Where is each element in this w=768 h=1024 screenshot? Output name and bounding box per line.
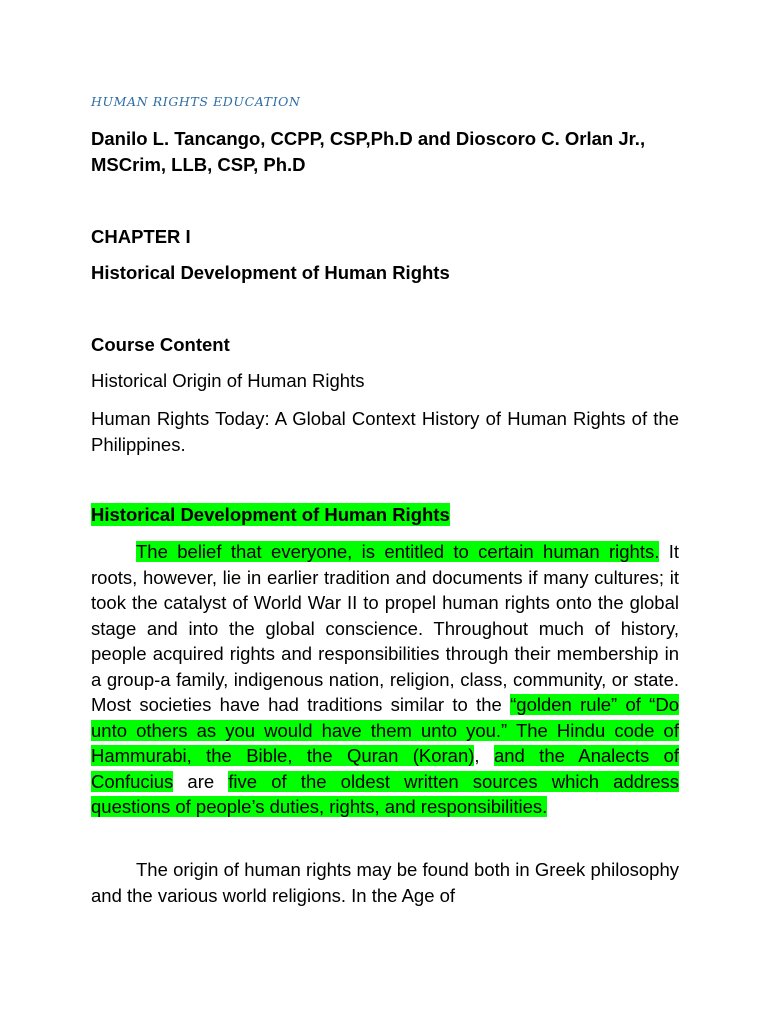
body-text: are <box>173 770 229 792</box>
running-header: HUMAN RIGHTS EDUCATION <box>91 94 301 109</box>
highlighted-text: The belief that everyone, is entitled to certain human rights. <box>136 541 660 562</box>
body-paragraph <box>91 539 679 820</box>
section-heading <box>91 504 450 526</box>
body-paragraph <box>91 857 679 909</box>
section-heading-text: Historical Development of Human Rights <box>91 504 450 525</box>
course-content-item: Human Rights Today: A Global Context History of Human Rights of the Philippines. <box>91 408 679 455</box>
authors-line: Danilo L. Tancango, CCPP, CSP,Ph.D and Dioscoro C. Orlan Jr., MSCrim, LLB, CSP, Ph.D <box>91 128 646 175</box>
body-text: , <box>474 745 494 766</box>
chapter-title: Historical Development of Human Rights <box>91 262 450 283</box>
chapter-label: CHAPTER I <box>91 226 191 247</box>
highlighted-text: and the Analects of Confucius <box>91 745 679 792</box>
body-text: The origin of human rights may be found both in Greek philosophy and the various world religions. In the Age of <box>91 859 679 906</box>
body-text: It roots, however, lie in earlier tradition and documents if many cultures; it took the catalyst of World War II to propel human rights onto the global stage and into the global conscience. Throughout much of history, people acquired rights and responsibilities through their membership in a group-a family, indigenous nation, religion, class, community, or state. Most societies have had traditions similar to the <box>91 541 679 715</box>
course-content-heading: Course Content <box>91 334 230 355</box>
course-content-item: Historical Origin of Human Rights <box>91 370 365 391</box>
highlighted-text: “golden rule” of “Do unto others as you would have them unto you.” The Hindu code of Hammurabi, the Bible, the Quran (Koran) <box>91 694 679 766</box>
highlighted-text: five of the oldest written sources which address questions of people’s duties, rights, and responsibilities. <box>91 770 679 817</box>
